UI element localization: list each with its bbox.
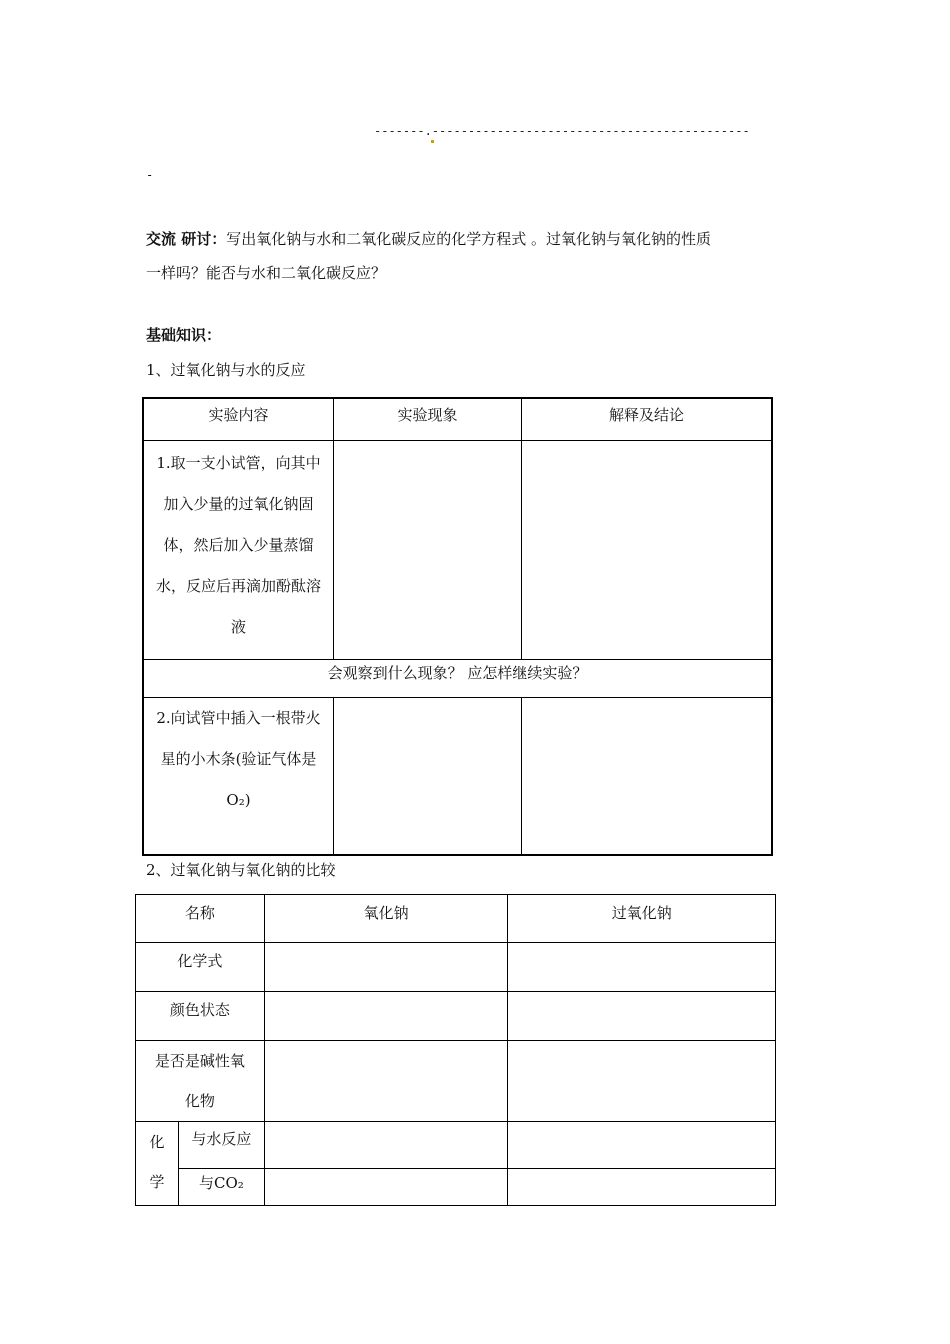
header-phenomenon: 实验现象 xyxy=(334,398,522,440)
dash-line-end: - xyxy=(146,168,154,182)
co2-na2o-cell[interactable] xyxy=(264,1169,508,1206)
discussion-text-line2: 一样吗？能否与水和二氧化碳反应？ xyxy=(146,264,387,282)
phenomenon-cell-2[interactable] xyxy=(334,697,522,855)
discussion-label: 交流 研讨： xyxy=(146,230,227,248)
chemical-properties-label: 化 学 xyxy=(136,1122,179,1206)
row-color-state: 颜色状态 xyxy=(136,992,265,1041)
comparison-table xyxy=(135,894,776,1206)
discussion-text-line1: 写出氧化钠与水和二氧化碳反应的化学方程式 。过氧化钠与氧化钠的性质 xyxy=(226,230,712,248)
header-name: 名称 xyxy=(136,895,265,943)
observation-question: 会观察到什么现象？ 应怎样继续实验？ xyxy=(143,659,772,697)
header-sodium-peroxide: 过氧化钠 xyxy=(508,895,776,943)
phenomenon-cell-1[interactable] xyxy=(334,440,522,659)
color-na2o2-cell[interactable] xyxy=(508,992,776,1041)
experiment-table xyxy=(142,397,773,856)
co2-na2o2-cell[interactable] xyxy=(508,1169,776,1206)
color-na2o-cell[interactable] xyxy=(264,992,508,1041)
section1-title: 1、过氧化钠与水的反应 xyxy=(146,361,306,379)
highlight-mark xyxy=(431,140,434,143)
basic-oxide-na2o2-cell[interactable] xyxy=(508,1041,776,1122)
header-experiment-content: 实验内容 xyxy=(143,398,334,440)
experiment-step-1: 1.取一支小试管，向其中 加入少量的过氧化钠固 体，然后加入少量蒸馏 水，反应后再滴加酚酞溶 液 xyxy=(143,440,334,659)
row-react-co2: 与CO₂ xyxy=(178,1169,264,1206)
basics-heading: 基础知识： xyxy=(146,326,222,344)
water-na2o-cell[interactable] xyxy=(264,1122,508,1169)
header-conclusion: 解释及结论 xyxy=(522,398,773,440)
row-basic-oxide: 是否是碱性氧 化物 xyxy=(136,1041,265,1122)
row-chemical-formula: 化学式 xyxy=(136,943,265,992)
formula-na2o2-cell[interactable] xyxy=(508,943,776,992)
water-na2o2-cell[interactable] xyxy=(508,1122,776,1169)
conclusion-cell-1[interactable] xyxy=(522,440,773,659)
formula-na2o-cell[interactable] xyxy=(264,943,508,992)
fill-in-dash-line: -------.-------------------------------------------- xyxy=(374,124,750,138)
header-sodium-oxide: 氧化钠 xyxy=(264,895,508,943)
discussion-paragraph xyxy=(146,222,796,290)
section2-title: 2、过氧化钠与氧化钠的比较 xyxy=(146,861,336,879)
conclusion-cell-2[interactable] xyxy=(522,697,773,855)
basic-oxide-na2o-cell[interactable] xyxy=(264,1041,508,1122)
experiment-step-2: 2.向试管中插入一根带火 星的小木条(验证气体是 O₂) xyxy=(143,697,334,855)
row-react-water: 与水反应 xyxy=(178,1122,264,1169)
